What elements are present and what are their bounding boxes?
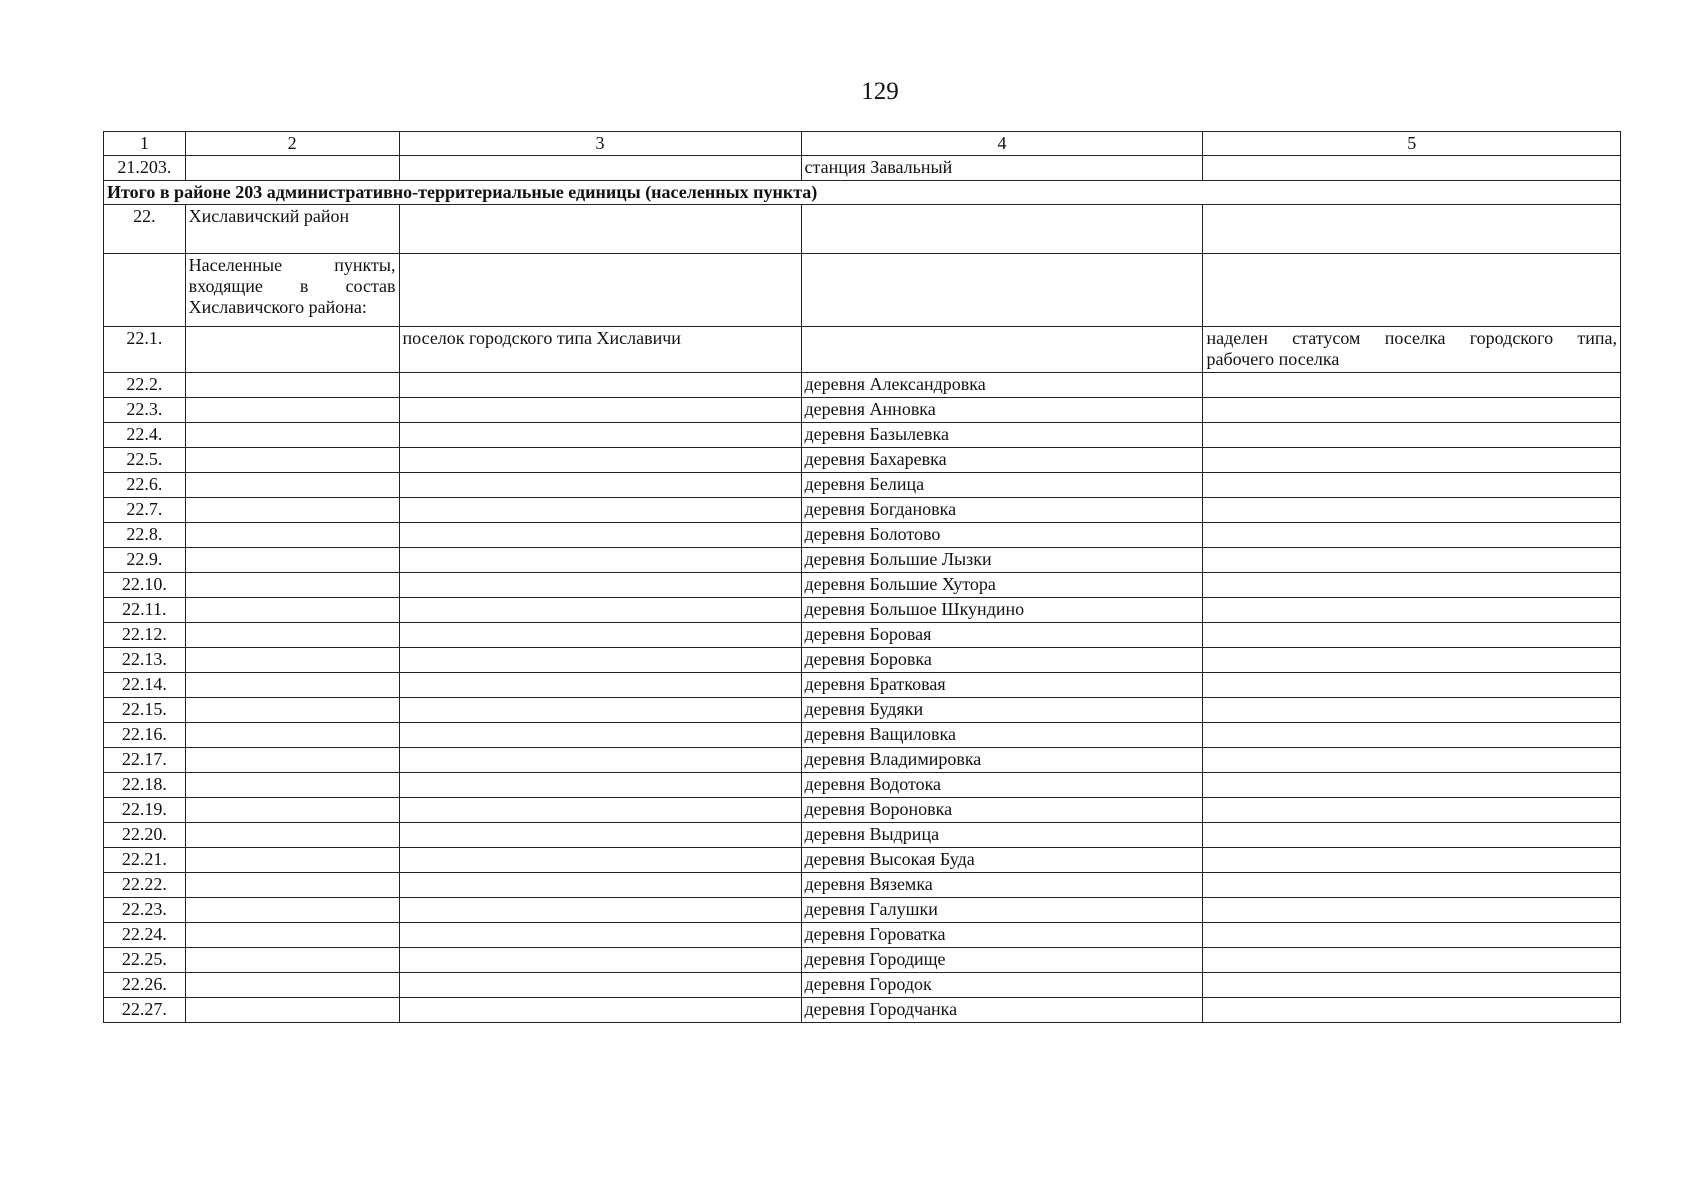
empty-cell — [185, 773, 399, 798]
row-number: 22.15. — [104, 698, 186, 723]
composition-label — [185, 254, 399, 327]
empty-cell — [399, 948, 801, 973]
empty-cell — [185, 423, 399, 448]
total-row — [104, 181, 1621, 205]
empty-cell — [185, 798, 399, 823]
empty-cell — [399, 156, 801, 181]
settlement-name: деревня Большие Хутора — [801, 573, 1203, 598]
settlement-name: деревня Александровка — [801, 373, 1203, 398]
table-row — [104, 673, 1621, 698]
empty-cell — [1203, 848, 1621, 873]
empty-cell — [1203, 548, 1621, 573]
settlement-name: деревня Богдановка — [801, 498, 1203, 523]
composition-line: Населенные пункты, — [188, 255, 396, 275]
empty-cell — [399, 673, 801, 698]
settlement-name: деревня Водотока — [801, 773, 1203, 798]
column-number-row — [104, 132, 1621, 156]
table-row — [104, 398, 1621, 423]
row-number: 22.3. — [104, 398, 186, 423]
table-row — [104, 823, 1621, 848]
table-row — [104, 698, 1621, 723]
row-number: 22.2. — [104, 373, 186, 398]
composition-line: входящие в состав — [188, 276, 396, 296]
settlement-name: деревня Анновка — [801, 398, 1203, 423]
empty-cell — [1203, 523, 1621, 548]
row-number: 22.22. — [104, 873, 186, 898]
empty-cell — [185, 748, 399, 773]
empty-cell — [801, 327, 1203, 373]
row-number: 22.10. — [104, 573, 186, 598]
column-number: 2 — [185, 132, 399, 156]
settlement-name: деревня Городчанка — [801, 998, 1203, 1023]
empty-cell — [399, 748, 801, 773]
settlement-name: деревня Будяки — [801, 698, 1203, 723]
row-number: 22.1. — [104, 327, 186, 373]
empty-cell — [801, 205, 1203, 254]
empty-cell — [185, 398, 399, 423]
empty-cell — [1203, 773, 1621, 798]
empty-cell — [399, 473, 801, 498]
table-row — [104, 623, 1621, 648]
row-number: 22.23. — [104, 898, 186, 923]
settlement-name: деревня Бахаревка — [801, 448, 1203, 473]
empty-cell — [399, 548, 801, 573]
column-number: 4 — [801, 132, 1203, 156]
empty-cell — [399, 973, 801, 998]
table-row — [104, 523, 1621, 548]
empty-cell — [1203, 673, 1621, 698]
empty-cell — [399, 923, 801, 948]
table-row — [104, 373, 1621, 398]
table-row — [104, 573, 1621, 598]
table-row — [104, 423, 1621, 448]
empty-cell — [399, 998, 801, 1023]
composition-row — [104, 254, 1621, 327]
empty-cell — [1203, 998, 1621, 1023]
table-row — [104, 773, 1621, 798]
empty-cell — [399, 498, 801, 523]
empty-cell — [399, 254, 801, 327]
empty-cell — [185, 723, 399, 748]
settlement-name: деревня Базылевка — [801, 423, 1203, 448]
empty-cell — [399, 848, 801, 873]
empty-cell — [399, 423, 801, 448]
empty-cell — [185, 448, 399, 473]
empty-cell — [185, 673, 399, 698]
settlement-name: деревня Болотово — [801, 523, 1203, 548]
row-number: 22.5. — [104, 448, 186, 473]
empty-cell — [801, 254, 1203, 327]
empty-cell — [1203, 873, 1621, 898]
empty-cell — [185, 648, 399, 673]
empty-cell — [185, 848, 399, 873]
status-note-line: рабочего поселка — [1206, 349, 1340, 369]
empty-cell — [399, 373, 801, 398]
row-number: 22.21. — [104, 848, 186, 873]
empty-cell — [1203, 573, 1621, 598]
table-row — [104, 723, 1621, 748]
total-text: Итого в районе 203 административно-территериальные единицы (населенных пункта) — [104, 181, 1621, 205]
table-row — [104, 848, 1621, 873]
table-row — [104, 498, 1621, 523]
settlement-name: деревня Городок — [801, 973, 1203, 998]
row-number: 22.8. — [104, 523, 186, 548]
settlement-name: деревня Владимировка — [801, 748, 1203, 773]
table-row — [104, 598, 1621, 623]
table-row — [104, 973, 1621, 998]
empty-cell — [185, 698, 399, 723]
empty-cell — [185, 948, 399, 973]
row-number: 22.20. — [104, 823, 186, 848]
table-row — [104, 548, 1621, 573]
empty-cell — [399, 398, 801, 423]
settlement-name: деревня Высокая Буда — [801, 848, 1203, 873]
capital-row — [104, 327, 1621, 373]
empty-cell — [399, 573, 801, 598]
empty-cell — [1203, 648, 1621, 673]
empty-cell — [185, 623, 399, 648]
settlement-name: деревня Вяземка — [801, 873, 1203, 898]
empty-cell — [185, 823, 399, 848]
empty-cell — [1203, 373, 1621, 398]
table-row — [104, 923, 1621, 948]
empty-cell — [1203, 254, 1621, 327]
row-number: 22.7. — [104, 498, 186, 523]
row-number: 22.9. — [104, 548, 186, 573]
empty-cell — [399, 873, 801, 898]
district-name: Хиславичский район — [185, 205, 399, 254]
empty-cell — [185, 523, 399, 548]
row-number: 21.203. — [104, 156, 186, 181]
row-number: 22.18. — [104, 773, 186, 798]
status-note — [1203, 327, 1621, 373]
empty-cell — [1203, 205, 1621, 254]
row-number: 22.4. — [104, 423, 186, 448]
empty-cell — [185, 873, 399, 898]
empty-cell — [1203, 923, 1621, 948]
settlement-name: деревня Боровка — [801, 648, 1203, 673]
empty-cell — [399, 623, 801, 648]
empty-cell — [399, 798, 801, 823]
empty-cell — [399, 698, 801, 723]
empty-cell — [399, 723, 801, 748]
empty-cell — [185, 923, 399, 948]
row-number: 22.27. — [104, 998, 186, 1023]
settlement-name: деревня Вороновка — [801, 798, 1203, 823]
row-number: 22.24. — [104, 923, 186, 948]
column-number: 1 — [104, 132, 186, 156]
settlement-name: деревня Белица — [801, 473, 1203, 498]
empty-cell — [1203, 623, 1621, 648]
empty-cell — [1203, 698, 1621, 723]
column-number: 5 — [1203, 132, 1621, 156]
table-row — [104, 473, 1621, 498]
empty-cell — [399, 648, 801, 673]
status-note-line: наделен статусом поселка городского типа, — [1206, 328, 1617, 348]
composition-line: Хиславичского района: — [188, 297, 367, 317]
settlement-name: деревня Боровая — [801, 623, 1203, 648]
row-number: 22.6. — [104, 473, 186, 498]
empty-cell — [185, 898, 399, 923]
empty-cell — [185, 598, 399, 623]
empty-cell — [399, 598, 801, 623]
row-number: 22.12. — [104, 623, 186, 648]
empty-cell — [1203, 823, 1621, 848]
row-number: 22.13. — [104, 648, 186, 673]
empty-cell — [1203, 473, 1621, 498]
empty-cell — [185, 498, 399, 523]
row-number: 22.14. — [104, 673, 186, 698]
empty-cell — [1203, 948, 1621, 973]
empty-cell — [1203, 423, 1621, 448]
row-number: 22.17. — [104, 748, 186, 773]
empty-cell — [1203, 898, 1621, 923]
settlement-name: деревня Большие Лызки — [801, 548, 1203, 573]
table-row — [104, 898, 1621, 923]
row-number: 22.25. — [104, 948, 186, 973]
empty-cell — [104, 254, 186, 327]
empty-cell — [185, 473, 399, 498]
table-row — [104, 748, 1621, 773]
table-row — [104, 798, 1621, 823]
page-number: 129 — [861, 78, 899, 105]
row-number: 22.19. — [104, 798, 186, 823]
empty-cell — [185, 156, 399, 181]
settlements-table — [103, 131, 1621, 1023]
empty-cell — [185, 573, 399, 598]
table-row — [104, 448, 1621, 473]
table-row — [104, 156, 1621, 181]
empty-cell — [185, 998, 399, 1023]
empty-cell — [399, 773, 801, 798]
settlement-name: деревня Братковая — [801, 673, 1203, 698]
table-row — [104, 648, 1621, 673]
table-row — [104, 873, 1621, 898]
empty-cell — [399, 823, 801, 848]
empty-cell — [1203, 798, 1621, 823]
settlement-name: деревня Ващиловка — [801, 723, 1203, 748]
settlement-name: деревня Городище — [801, 948, 1203, 973]
empty-cell — [1203, 398, 1621, 423]
empty-cell — [399, 898, 801, 923]
empty-cell — [1203, 748, 1621, 773]
empty-cell — [1203, 973, 1621, 998]
settlement-name: деревня Большое Шкундино — [801, 598, 1203, 623]
settlement-name: станция Завальный — [801, 156, 1203, 181]
empty-cell — [1203, 498, 1621, 523]
empty-cell — [399, 448, 801, 473]
settlement-name: деревня Выдрица — [801, 823, 1203, 848]
table-row — [104, 998, 1621, 1023]
empty-cell — [185, 327, 399, 373]
empty-cell — [1203, 723, 1621, 748]
empty-cell — [185, 548, 399, 573]
empty-cell — [399, 205, 801, 254]
empty-cell — [399, 523, 801, 548]
empty-cell — [1203, 598, 1621, 623]
column-number: 3 — [399, 132, 801, 156]
table-row — [104, 948, 1621, 973]
empty-cell — [1203, 156, 1621, 181]
settlement-name: деревня Галушки — [801, 898, 1203, 923]
row-number: 22.11. — [104, 598, 186, 623]
empty-cell — [1203, 448, 1621, 473]
empty-cell — [185, 373, 399, 398]
row-number: 22.26. — [104, 973, 186, 998]
row-number: 22.16. — [104, 723, 186, 748]
settlement-name: поселок городского типа Хиславичи — [399, 327, 801, 373]
row-number: 22. — [104, 205, 186, 254]
empty-cell — [185, 973, 399, 998]
district-row — [104, 205, 1621, 254]
settlement-name: деревня Гороватка — [801, 923, 1203, 948]
